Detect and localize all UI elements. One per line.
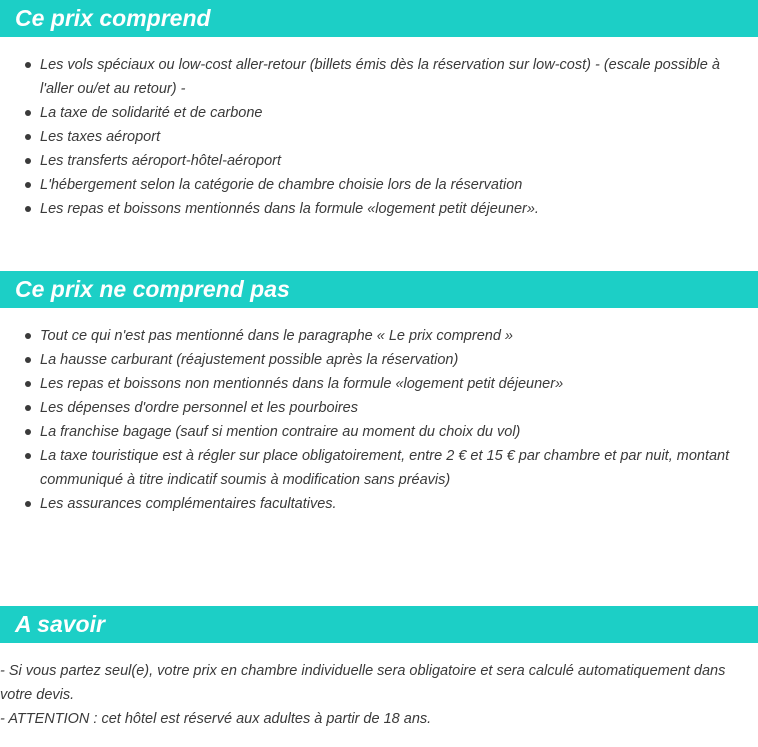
section-header-good-to-know: A savoir <box>0 606 758 643</box>
list-item: Tout ce qui n'est pas mentionné dans le paragraphe « Le prix comprend » <box>0 324 758 348</box>
section-header-included: Ce prix comprend <box>0 0 758 37</box>
section-header-not-included: Ce prix ne comprend pas <box>0 271 758 308</box>
list-item: Les transferts aéroport-hôtel-aéroport <box>0 149 758 173</box>
list-item: Les vols spéciaux ou low-cost aller-retour (billets émis dès la réservation sur low-cost) - (escale possible à l'aller ou/et au retour) - <box>0 53 758 101</box>
list-item: La taxe touristique est à régler sur place obligatoirement, entre 2 € et 15 € par chambre et par nuit, montant communiqué à titre indicatif soumis à modification sans préavis) <box>0 444 758 492</box>
note-adults-only: - ATTENTION : cet hôtel est réservé aux adultes à partir de 18 ans. <box>0 711 432 727</box>
list-item: Les dépenses d'ordre personnel et les pourboires <box>0 396 758 420</box>
not-included-list <box>0 324 758 516</box>
list-item: Les repas et boissons mentionnés dans la formule «logement petit déjeuner». <box>0 197 758 221</box>
included-list <box>0 53 758 221</box>
list-item: Les repas et boissons non mentionnés dans la formule «logement petit déjeuner» <box>0 372 758 396</box>
good-to-know-notes <box>0 659 758 731</box>
list-item: Les assurances complémentaires facultatives. <box>0 492 758 516</box>
list-item: La hausse carburant (réajustement possible après la réservation) <box>0 348 758 372</box>
list-item: La taxe de solidarité et de carbone <box>0 101 758 125</box>
list-item: Les taxes aéroport <box>0 125 758 149</box>
note-single-traveler: - Si vous partez seul(e), votre prix en chambre individuelle sera obligatoire et sera calculé automatiquement dans votre devis. <box>0 663 726 703</box>
list-item: La franchise bagage (sauf si mention contraire au moment du choix du vol) <box>0 420 758 444</box>
list-item: L'hébergement selon la catégorie de chambre choisie lors de la réservation <box>0 173 758 197</box>
